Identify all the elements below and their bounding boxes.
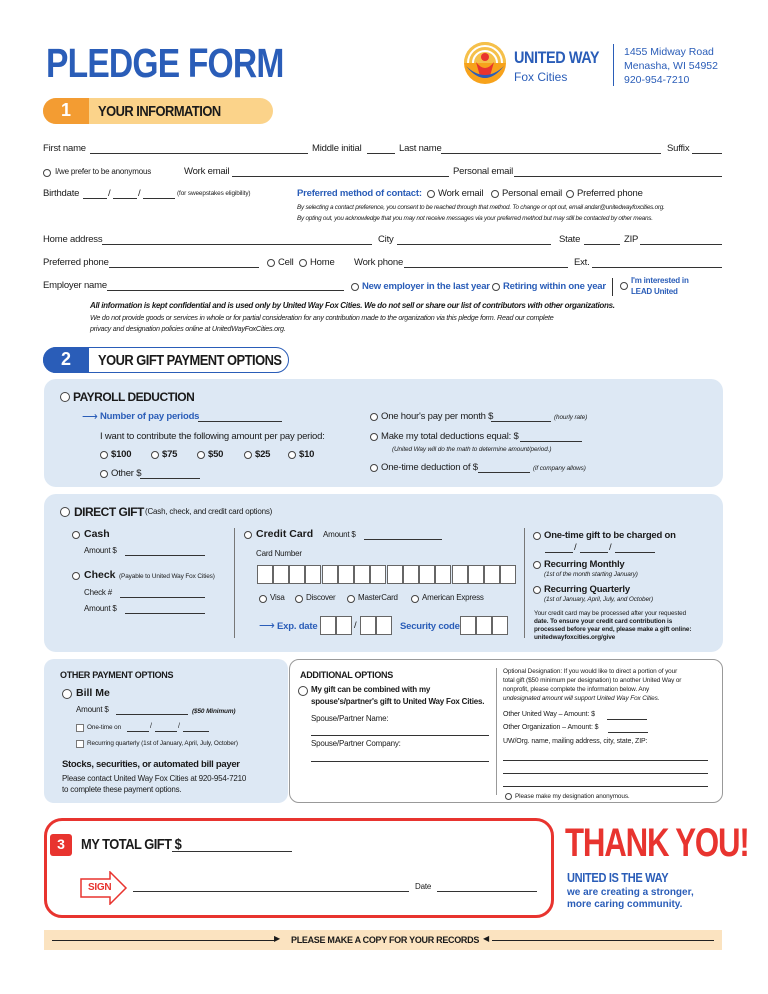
bill-me-radio[interactable] <box>62 689 72 699</box>
additional-options-divider <box>496 668 497 795</box>
total-equal-field[interactable] <box>520 441 582 442</box>
new-employer-label: New employer in the last year <box>362 281 490 292</box>
bill-me-label: Bill Me <box>76 687 110 699</box>
cc-note-3: processed before year end, please make a gift online: <box>534 626 692 633</box>
other-uw-label: Other United Way – Amount: $ <box>503 711 595 718</box>
discover-radio[interactable] <box>295 595 303 603</box>
check-number-field[interactable] <box>120 597 205 598</box>
thank-you-line1: UNITED IS THE WAY <box>567 870 669 885</box>
personal-email-label: Personal email <box>453 166 514 177</box>
date-label: Date <box>415 882 432 891</box>
total-equal-radio[interactable] <box>370 433 378 441</box>
lead-divider <box>612 278 613 296</box>
stocks-contact-2: to complete these payment options. <box>62 785 182 794</box>
exp-year-box-2[interactable] <box>376 616 392 635</box>
mastercard-label: MasterCard <box>358 593 398 602</box>
security-code-label: Security code <box>400 621 460 632</box>
phone-number: 920-954-7210 <box>624 74 690 86</box>
exp-month-box-2[interactable] <box>336 616 352 635</box>
recurring-quarterly-label: Recurring Quarterly <box>544 584 630 595</box>
amount-50-radio[interactable] <box>197 451 205 459</box>
check-amount-label: Amount $ <box>84 604 117 613</box>
employer-name-label: Employer name <box>43 280 107 291</box>
cash-radio[interactable] <box>72 531 80 539</box>
exp-slash: / <box>354 620 357 631</box>
footer-arrow-right-icon: ▶ <box>274 934 281 943</box>
contribute-label: I want to contribute the following amount per pay period: <box>100 431 325 442</box>
credit-card-radio[interactable] <box>244 531 252 539</box>
card-number-digit-box[interactable] <box>273 565 289 584</box>
card-number-digit-box[interactable] <box>484 565 500 584</box>
preferred-phone-field[interactable] <box>109 267 259 268</box>
amount-other-label: Other $ <box>111 468 142 479</box>
amex-radio[interactable] <box>411 595 419 603</box>
lead-united-label-1: I'm interested in <box>631 276 689 285</box>
hourly-rate-note: (hourly rate) <box>554 414 588 421</box>
exp-date-label: Exp. date <box>277 621 318 632</box>
employer-name-field[interactable] <box>107 290 344 291</box>
logo-line2: Fox Cities <box>514 70 568 84</box>
cc-note-4[interactable]: unitedwayfoxcities.org/give <box>534 634 616 641</box>
thank-you-line3: more caring community. <box>567 899 683 910</box>
recurring-monthly-note: (1st of the month starting January) <box>544 571 638 578</box>
uw-org-field-1[interactable] <box>503 760 708 761</box>
logo-divider <box>613 44 614 86</box>
card-number-digit-box[interactable] <box>305 565 321 584</box>
lead-united-radio[interactable] <box>620 282 628 290</box>
zip-label: ZIP <box>624 234 639 245</box>
contact-preferred-phone-label: Preferred phone <box>577 188 643 199</box>
card-number-digit-box[interactable] <box>322 565 338 584</box>
security-code-box-2[interactable] <box>476 616 492 635</box>
anonymous-label: I/we prefer to be anonymous <box>55 167 151 176</box>
recurring-monthly-radio[interactable] <box>533 561 541 569</box>
card-number-digit-box[interactable] <box>338 565 354 584</box>
designation-anonymous-radio[interactable] <box>505 793 512 800</box>
one-time-on-year-field[interactable] <box>183 731 209 732</box>
card-number-digit-box[interactable] <box>403 565 419 584</box>
recurring-quarterly-checkbox[interactable] <box>76 740 84 748</box>
card-number-digit-box[interactable] <box>354 565 370 584</box>
amount-other-field[interactable] <box>140 478 200 479</box>
confidentiality-note-1: All information is kept confidential and is used only by United Way Fox Cities. We do not sell or share our list of contributors with other organizations. <box>90 301 615 310</box>
personal-email-field[interactable] <box>514 176 722 177</box>
one-time-on-day-field[interactable] <box>155 731 177 732</box>
recurring-quarterly-radio[interactable] <box>533 586 541 594</box>
visa-label: Visa <box>270 593 285 602</box>
suffix-field[interactable] <box>692 153 722 154</box>
lead-united-label-2: LEAD United <box>631 287 678 296</box>
total-equal-label: Make my total deductions equal: $ <box>381 431 519 442</box>
cash-amount-label: Amount $ <box>84 546 117 555</box>
direct-gift-divider-2 <box>524 528 525 638</box>
signature-field[interactable] <box>133 891 409 892</box>
state-label: State <box>559 234 581 245</box>
last-name-label: Last name <box>399 143 442 154</box>
contact-personal-email-label: Personal email <box>502 188 563 199</box>
cash-label: Cash <box>84 528 110 540</box>
payroll-deduction-radio[interactable] <box>60 392 70 402</box>
discover-label: Discover <box>306 593 336 602</box>
check-number-label: Check # <box>84 588 112 597</box>
amex-label: American Express <box>422 593 484 602</box>
other-org-field[interactable] <box>608 732 648 733</box>
section3-number: 3 <box>57 836 65 852</box>
sign-label: SIGN <box>88 882 112 893</box>
retiring-radio[interactable] <box>492 283 500 291</box>
first-name-label: First name <box>43 143 86 154</box>
amount-25-label: $25 <box>255 449 271 460</box>
address-line1: 1455 Midway Road <box>624 46 714 58</box>
pay-periods-label: Number of pay periods <box>100 411 200 422</box>
birthdate-day-field[interactable] <box>113 198 137 199</box>
footer-line-right <box>492 940 714 941</box>
spouse-company-field[interactable] <box>311 761 489 762</box>
card-number-digit-box[interactable] <box>452 565 468 584</box>
minimum-note: ($50 Minimum) <box>192 708 236 715</box>
amount-100-radio[interactable] <box>100 451 108 459</box>
ext-label: Ext. <box>574 257 590 268</box>
combined-gift-radio[interactable] <box>298 686 308 696</box>
footer-arrow-left-icon: ◀ <box>483 934 490 943</box>
confidentiality-note-2: We do not provide goods or services in whole or for partial consideration for any contribution made to the organization via this pledge form. Read our complete <box>90 313 554 322</box>
card-number-digit-box[interactable] <box>370 565 386 584</box>
card-number-digit-box[interactable] <box>468 565 484 584</box>
one-time-gift-text: One-time gift to be charged on <box>544 530 676 541</box>
section2-number: 2 <box>60 349 71 369</box>
consent-note-1: By selecting a contact preference, you consent to be reached through that method. To change or opt out, email andar@unitedwayfoxcities.org. <box>297 204 665 211</box>
mastercard-radio[interactable] <box>347 595 355 603</box>
one-time-deduction-radio[interactable] <box>370 464 378 472</box>
contact-personal-email-radio[interactable] <box>491 190 499 198</box>
designation-p4: undesignated amount will support United Way Fox Cities. <box>503 695 660 702</box>
one-time-gift-label <box>544 530 676 541</box>
united-way-logo-icon <box>462 40 508 86</box>
spouse-name-field[interactable] <box>311 735 489 736</box>
check-payable-note: (Payable to United Way Fox Cities) <box>119 573 215 580</box>
preferred-contact-label: Preferred method of contact: <box>297 188 422 199</box>
contact-work-email-radio[interactable] <box>427 190 435 198</box>
work-phone-field[interactable] <box>404 267 568 268</box>
one-time-gift-year-field[interactable] <box>615 552 655 553</box>
birthdate-slash: / <box>108 188 111 199</box>
security-code-box-3[interactable] <box>492 616 508 635</box>
birthdate-year-field[interactable] <box>143 198 175 199</box>
logo-line1: UNITED WAY <box>514 48 600 67</box>
one-time-gift-slash1: / <box>574 542 577 553</box>
home-radio[interactable] <box>299 259 307 267</box>
amount-10-label: $10 <box>299 449 315 460</box>
credit-card-amount-field[interactable] <box>364 539 442 540</box>
uw-org-field-2[interactable] <box>503 773 708 774</box>
home-label: Home <box>310 257 335 268</box>
thank-you-line2: we are creating a stronger, <box>567 887 694 898</box>
designation-p2: total gift ($50 minimum per designation) to another United Way or <box>503 677 682 684</box>
one-time-on-month-field[interactable] <box>127 731 149 732</box>
zip-field[interactable] <box>640 244 722 245</box>
card-number-digit-box[interactable] <box>419 565 435 584</box>
work-email-field[interactable] <box>232 176 449 177</box>
other-org-label: Other Organization – Amount: $ <box>503 724 599 731</box>
uw-org-field-3[interactable] <box>503 786 708 787</box>
one-time-on-checkbox[interactable] <box>76 724 84 732</box>
amount-75-radio[interactable] <box>151 451 159 459</box>
cc-note-1: Your credit card may be processed after your requested <box>534 610 687 617</box>
anonymous-radio[interactable] <box>43 169 51 177</box>
city-label: City <box>378 234 394 245</box>
date-field[interactable] <box>437 891 537 892</box>
work-email-label: Work email <box>184 166 230 177</box>
suffix-label: Suffix <box>667 143 690 154</box>
designation-p3: nonprofit, please complete the information below. Any <box>503 686 650 693</box>
contact-preferred-phone-radio[interactable] <box>566 190 574 198</box>
amount-25-radio[interactable] <box>244 451 252 459</box>
check-label: Check <box>84 569 116 581</box>
other-payment-title: OTHER PAYMENT OPTIONS <box>60 670 174 680</box>
section1-number: 1 <box>60 100 71 120</box>
pay-periods-field[interactable] <box>198 421 282 422</box>
security-code-box-1[interactable] <box>460 616 476 635</box>
payroll-deduction-title: PAYROLL DEDUCTION <box>73 390 195 404</box>
designation-p1: Optional Designation: If you would like to direct a portion of your <box>503 668 678 675</box>
state-field[interactable] <box>584 244 620 245</box>
one-time-on-label: One-time on <box>87 724 122 731</box>
one-hour-field[interactable] <box>491 421 551 422</box>
bill-me-amount-field[interactable] <box>116 714 188 715</box>
one-time-deduction-field[interactable] <box>478 472 530 473</box>
one-time-on-slash2: / <box>178 723 180 730</box>
amount-75-label: $75 <box>162 449 178 460</box>
contact-work-email-label: Work email <box>438 188 484 199</box>
additional-options-title: ADDITIONAL OPTIONS <box>300 670 393 680</box>
one-time-gift-month-field[interactable] <box>545 552 573 553</box>
exp-arrow-icon: ⟶ <box>259 620 275 632</box>
amount-100-label: $100 <box>111 449 132 460</box>
credit-card-label: Credit Card <box>256 528 314 540</box>
confidentiality-note-3: privacy and designation policies online at UnitedWayFoxCities.org. <box>90 324 286 333</box>
math-note: (United Way will do the math to determine amount/period.) <box>392 446 552 453</box>
direct-gift-divider-1 <box>234 528 235 638</box>
credit-card-amount-label: Amount $ <box>323 530 356 539</box>
preferred-phone-label: Preferred phone <box>43 257 109 268</box>
address-line2: Menasha, WI 54952 <box>624 60 718 72</box>
city-field[interactable] <box>397 244 551 245</box>
exp-year-box-1[interactable] <box>360 616 376 635</box>
card-number-digit-box[interactable] <box>289 565 305 584</box>
footer-copy: PLEASE MAKE A COPY FOR YOUR RECORDS <box>291 935 480 945</box>
designation-anonymous-label: Please make my designation anonymous. <box>515 793 630 800</box>
card-number-digit-box[interactable] <box>500 565 516 584</box>
amount-other-radio[interactable] <box>100 470 108 478</box>
cell-radio[interactable] <box>267 259 275 267</box>
one-hour-label: One hour's pay per month $ <box>381 411 494 422</box>
home-address-field[interactable] <box>102 244 372 245</box>
total-gift-label: MY TOTAL GIFT $ <box>81 836 182 853</box>
section2-title: YOUR GIFT PAYMENT OPTIONS <box>98 352 282 369</box>
combined-gift-label-1: My gift can be combined with my <box>311 685 431 694</box>
recurring-quarterly-note: (1st of January, April, July, and October) <box>544 596 653 603</box>
retiring-label: Retiring within one year <box>503 281 606 292</box>
birthdate-slash2: / <box>138 188 141 199</box>
section1-title: YOUR INFORMATION <box>98 103 221 120</box>
direct-gift-title: DIRECT GIFT <box>74 505 144 519</box>
bill-me-amount-label: Amount $ <box>76 705 109 714</box>
ext-field[interactable] <box>592 267 722 268</box>
stocks-contact-1: Please contact United Way Fox Cities at 920-954-7210 <box>62 774 247 783</box>
other-uw-field[interactable] <box>607 719 647 720</box>
card-number-label: Card Number <box>256 549 302 558</box>
one-time-gift-radio[interactable] <box>533 532 541 540</box>
thank-you-title: THANK YOU! <box>565 821 749 865</box>
consent-note-2: By opting out, you acknowledge that you may not receive messages via your preferred method but may still be contacted by other means. <box>297 215 653 222</box>
stocks-label: Stocks, securities, or automated bill payer <box>62 759 240 770</box>
card-number-digit-box[interactable] <box>435 565 451 584</box>
cc-note-2: date. To ensure your credit card contribution is <box>534 618 673 625</box>
exp-month-box-1[interactable] <box>320 616 336 635</box>
total-gift-field[interactable] <box>172 851 292 852</box>
arrow-icon: ⟶ <box>82 411 98 423</box>
check-amount-field[interactable] <box>125 613 205 614</box>
last-name-field[interactable] <box>441 153 661 154</box>
uw-org-label: UW/Org. name, mailing address, city, state, ZIP: <box>503 738 648 745</box>
page-title: PLEDGE FORM <box>46 40 284 86</box>
one-time-on-slash1: / <box>150 723 152 730</box>
one-time-deduction-label: One-time deduction of $ <box>381 462 478 473</box>
one-hour-radio[interactable] <box>370 413 378 421</box>
cell-label: Cell <box>278 257 294 268</box>
middle-initial-field[interactable] <box>367 153 395 154</box>
if-allows-note: (if company allows) <box>533 465 586 472</box>
visa-radio[interactable] <box>259 595 267 603</box>
one-time-gift-day-field[interactable] <box>580 552 608 553</box>
work-phone-label: Work phone <box>354 257 404 268</box>
card-number-digit-box[interactable] <box>387 565 403 584</box>
cash-amount-field[interactable] <box>125 555 205 556</box>
card-number-digit-box[interactable] <box>257 565 273 584</box>
amount-50-label: $50 <box>208 449 224 460</box>
footer-line-left <box>52 940 276 941</box>
new-employer-radio[interactable] <box>351 283 359 291</box>
spouse-company-label: Spouse/Partner Company: <box>311 739 401 748</box>
first-name-field[interactable] <box>90 153 308 154</box>
spouse-name-label: Spouse/Partner Name: <box>311 714 389 723</box>
amount-10-radio[interactable] <box>288 451 296 459</box>
middle-initial-label: Middle initial <box>312 143 362 154</box>
combined-gift-label-2: spouse's/partner's gift to United Way Fox Cities. <box>311 697 485 706</box>
direct-gift-subtitle: (Cash, check, and credit card options) <box>145 507 273 516</box>
recurring-monthly-label: Recurring Monthly <box>544 559 625 570</box>
one-time-gift-slash2: / <box>609 542 612 553</box>
birthdate-month-field[interactable] <box>83 198 107 199</box>
check-radio[interactable] <box>72 572 80 580</box>
birthdate-label: Birthdate <box>43 188 80 199</box>
sweepstakes-note: (for sweepstakes eligibility) <box>177 190 251 197</box>
direct-gift-radio[interactable] <box>60 507 70 517</box>
recurring-quarterly-other-label: Recurring quarterly (1st of January, April, July, October) <box>87 740 238 747</box>
home-address-label: Home address <box>43 234 103 245</box>
